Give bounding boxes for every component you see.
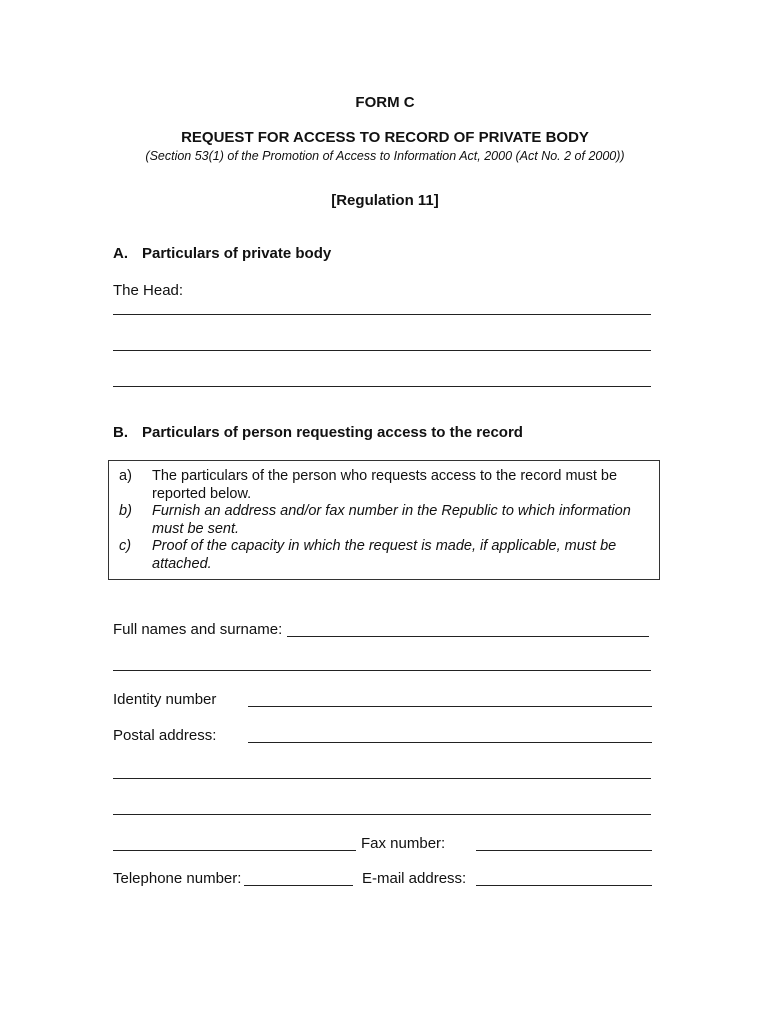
regulation-reference: [Regulation 11] — [331, 192, 439, 209]
full-names-label: Full names and surname: — [113, 621, 283, 638]
telephone-number-label: Telephone number: — [113, 870, 242, 887]
section-a-letter: A. — [113, 245, 128, 262]
head-name-line-3[interactable] — [113, 386, 651, 387]
instruction-b-marker: b) — [119, 503, 132, 519]
instruction-a-text: The particulars of the person who requests access to the record must be reported below. — [152, 468, 618, 502]
head-name-line-1[interactable] — [113, 314, 651, 315]
section-a-heading — [113, 245, 331, 262]
fax-number-label: Fax number: — [361, 835, 446, 852]
section-b-letter: B. — [113, 424, 128, 441]
fax-number-field[interactable] — [476, 850, 652, 851]
full-names-field-continued[interactable] — [113, 670, 651, 671]
postal-code-field[interactable] — [113, 850, 356, 851]
instruction-c-marker: c) — [119, 538, 132, 554]
section-b-title: Particulars of person requesting access to the record — [142, 424, 523, 441]
instructions-box — [108, 460, 660, 580]
head-name-line-2[interactable] — [113, 350, 651, 351]
postal-address-field-2[interactable] — [113, 778, 651, 779]
instruction-b-text: Furnish an address and/or fax number in the Republic to which information must be sent. — [152, 503, 631, 537]
email-address-label: E-mail address: — [362, 870, 467, 887]
identity-number-field[interactable] — [248, 706, 652, 707]
head-label: The Head: — [113, 282, 184, 299]
instruction-c-text: Proof of the capacity in which the request is made, if applicable, must be attached. — [152, 538, 617, 572]
section-a-title: Particulars of private body — [142, 245, 332, 262]
postal-address-field-1[interactable] — [248, 742, 652, 743]
form-title: REQUEST FOR ACCESS TO RECORD OF PRIVATE BODY — [181, 129, 589, 146]
identity-number-label: Identity number — [113, 691, 217, 708]
form-label: FORM C — [355, 94, 415, 111]
form-subtitle: (Section 53(1) of the Promotion of Access to Information Act, 2000 (Act No. 2 of 2000)) — [145, 149, 625, 163]
telephone-number-field[interactable] — [244, 885, 353, 886]
full-names-field[interactable] — [287, 636, 649, 637]
email-address-field[interactable] — [476, 885, 652, 886]
postal-address-field-3[interactable] — [113, 814, 651, 815]
instruction-a-marker: a) — [119, 468, 132, 484]
postal-address-label: Postal address: — [113, 727, 217, 744]
section-b-heading — [113, 424, 523, 441]
